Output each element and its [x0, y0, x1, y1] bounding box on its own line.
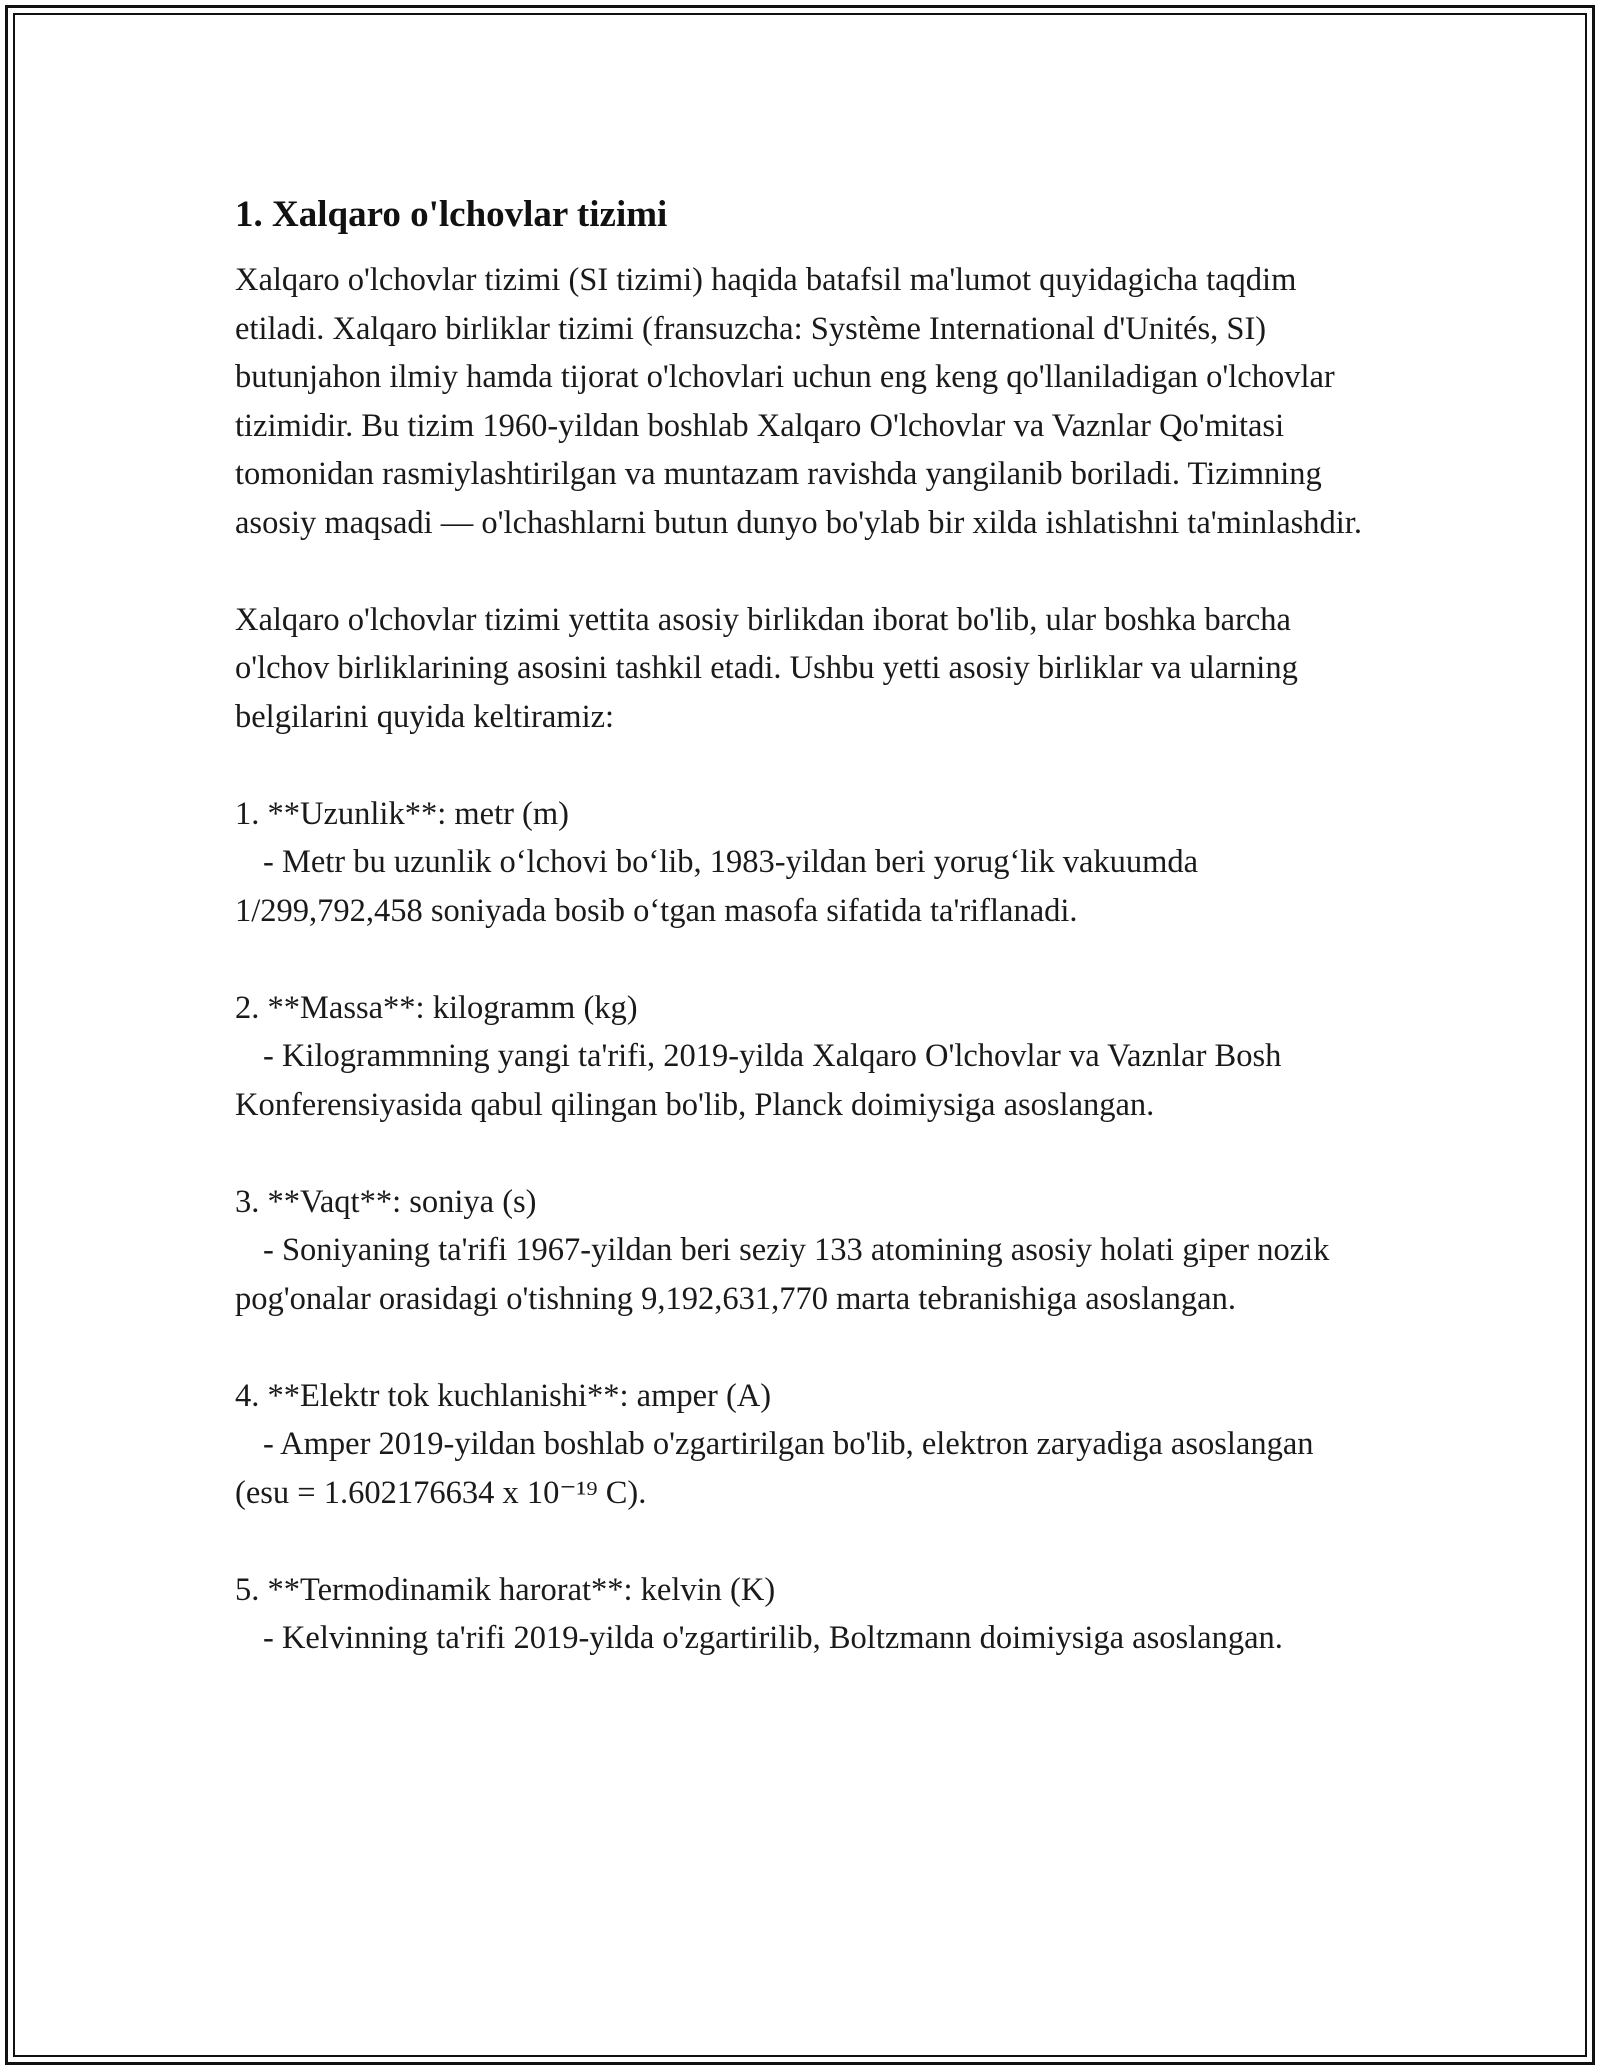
list-item-mass [235, 984, 1375, 1130]
list-item-heading: 1. **Uzunlik**: metr (m) [235, 795, 569, 832]
intro-paragraph: Xalqaro o'lchovlar tizimi (SI tizimi) haqida batafsil ma'lumot quyidagicha taqdim etiladi. Xalqaro birliklar tizimi (fransuzcha: Système International d'Unités, SI) butunjahon ilmiy hamda tijorat o'lchovlari uchun eng keng qo'llaniladigan o'lchovlar tizimidir. Bu tizim 1960-yildan boshlab Xalqaro O'lchovlar va Vaznlar Qo'mitasi tomonidan rasmiylashtirilgan va muntazam ravishda yangilanib boriladi. Tizimning asosiy maqsadi — o'lchashlarni butun dunyo bo'ylab bir xilda ishlatishni ta'minlashdir. [235, 262, 1362, 541]
list-item-time [235, 1178, 1375, 1324]
list-item-heading: 2. **Massa**: kilogramm (kg) [235, 989, 638, 1026]
paragraph-spacer [235, 741, 1375, 790]
document-body [235, 186, 1375, 1663]
paragraph-spacer [235, 1129, 1375, 1178]
paragraph-spacer [235, 547, 1375, 596]
list-item-current [235, 1372, 1375, 1518]
list-item-temperature [235, 1566, 1375, 1663]
list-item-description: - Kelvinning ta'rifi 2019-yilda o'zgartirilib, Boltzmann doimiysiga asoslangan. [263, 1620, 1283, 1656]
second-paragraph: Xalqaro o'lchovlar tizimi yettita asosiy birlikdan iborat bo'lib, ular boshka barcha o'lchov birliklarining asosini tashkil etadi. Ushbu yetti asosiy birliklar va ularning belgilarini quyida keltiramiz: [235, 601, 1306, 735]
page-title: 1. Xalqaro o'lchovlar tizimi [235, 194, 668, 235]
list-item-description: - Soniyaning ta'rifi 1967-yildan beri seziy 133 atomining asosiy holati giper nozik pog'onalar orasidagi o'tishning 9,192,631,770 marta tebranishiga asoslangan. [235, 1232, 1338, 1317]
list-item-description: - Amper 2019-yildan boshlab o'zgartirilgan bo'lib, elektron zaryadiga asoslangan (esu = 1.602176634 x 10⁻¹⁹ C). [235, 1426, 1322, 1511]
list-item-description: - Metr bu uzunlik o‘lchovi bo‘lib, 1983-yildan beri yorug‘lik vakuumda 1/299,792,458 soniyada bosib o‘tgan masofa sifatida ta'riflanadi. [235, 844, 1207, 929]
paragraph-spacer [235, 935, 1375, 984]
list-item-heading: 3. **Vaqt**: soniya (s) [235, 1183, 537, 1220]
list-item-heading: 4. **Elektr tok kuchlanishi**: amper (A) [235, 1377, 772, 1414]
paragraph-spacer [235, 1323, 1375, 1372]
list-item-heading: 5. **Termodinamik harorat**: kelvin (K) [235, 1571, 776, 1608]
list-item-length [235, 790, 1375, 936]
list-item-description: - Kilogrammning yangi ta'rifi, 2019-yilda Xalqaro O'lchovlar va Vaznlar Bosh Konferensiyasida qabul qilingan bo'lib, Planck doimiysiga asoslangan. [235, 1038, 1290, 1123]
paragraph-spacer [235, 1517, 1375, 1566]
